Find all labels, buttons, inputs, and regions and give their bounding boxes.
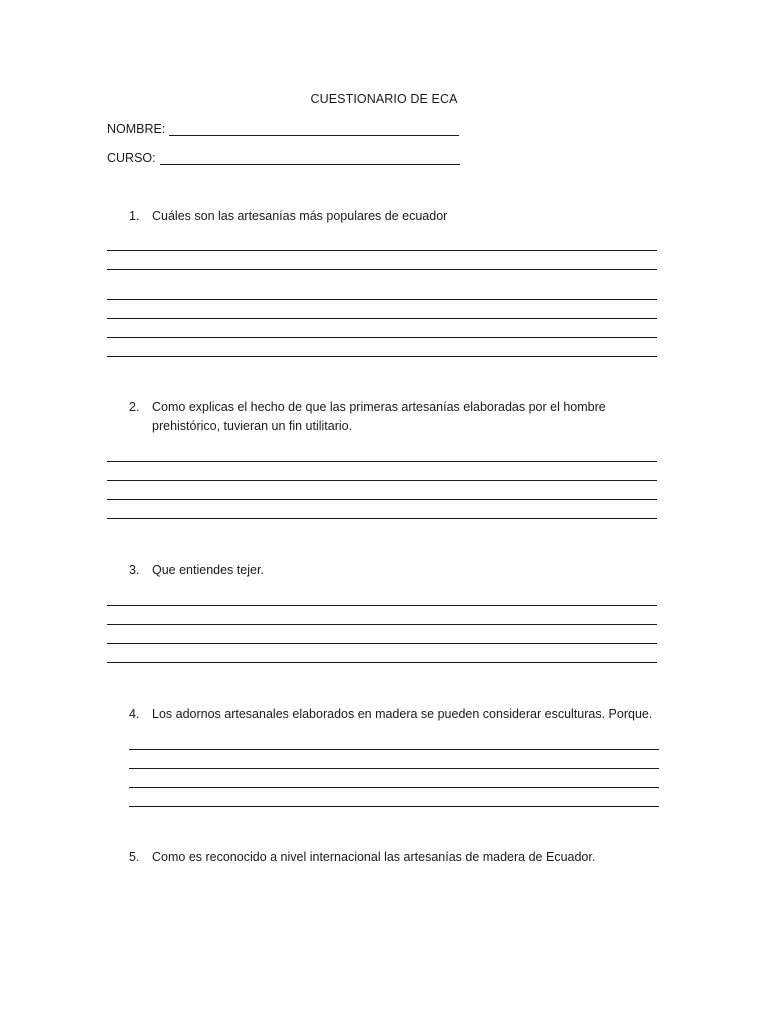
answer-line[interactable] <box>107 299 657 300</box>
answer-line[interactable] <box>129 768 659 769</box>
answer-line[interactable] <box>107 480 657 481</box>
question-number: 5. <box>129 850 140 864</box>
question-text: Cuáles son las artesanías más populares de ecuador <box>152 209 448 223</box>
answer-line[interactable] <box>107 356 657 357</box>
question-3 <box>129 561 649 580</box>
name-blank[interactable] <box>169 123 459 136</box>
question-2 <box>129 398 649 436</box>
answer-line[interactable] <box>107 461 657 462</box>
answer-line[interactable] <box>129 749 659 750</box>
question-number: 1. <box>129 209 140 223</box>
answer-line[interactable] <box>107 318 657 319</box>
answer-line[interactable] <box>107 250 657 251</box>
answer-line[interactable] <box>107 662 657 663</box>
answer-line[interactable] <box>107 624 657 625</box>
question-text: Los adornos artesanales elaborados en madera se pueden considerar esculturas. Porque. <box>152 707 653 721</box>
question-4 <box>129 705 669 724</box>
question-text: Como explicas el hecho de que las primeras artesanías elaboradas por el hombre prehistórico, tuvieran un fin utilitario. <box>152 400 606 433</box>
course-label: CURSO: <box>107 151 156 165</box>
name-field <box>107 122 459 136</box>
answer-line[interactable] <box>129 787 659 788</box>
question-number: 3. <box>129 563 140 577</box>
question-text: Que entiendes tejer. <box>152 563 264 577</box>
question-number: 4. <box>129 707 140 721</box>
course-blank[interactable] <box>160 152 460 165</box>
answer-line[interactable] <box>107 643 657 644</box>
question-1 <box>129 207 649 226</box>
course-field <box>107 151 460 165</box>
name-label: NOMBRE: <box>107 122 166 136</box>
answer-line[interactable] <box>107 518 657 519</box>
answer-line[interactable] <box>107 337 657 338</box>
answer-line[interactable] <box>129 806 659 807</box>
page-title: CUESTIONARIO DE ECA <box>310 92 458 106</box>
question-5 <box>129 848 649 867</box>
question-number: 2. <box>129 400 140 414</box>
answer-line[interactable] <box>107 605 657 606</box>
answer-line[interactable] <box>107 499 657 500</box>
question-text: Como es reconocido a nivel internacional las artesanías de madera de Ecuador. <box>152 850 596 864</box>
answer-line[interactable] <box>107 269 657 270</box>
